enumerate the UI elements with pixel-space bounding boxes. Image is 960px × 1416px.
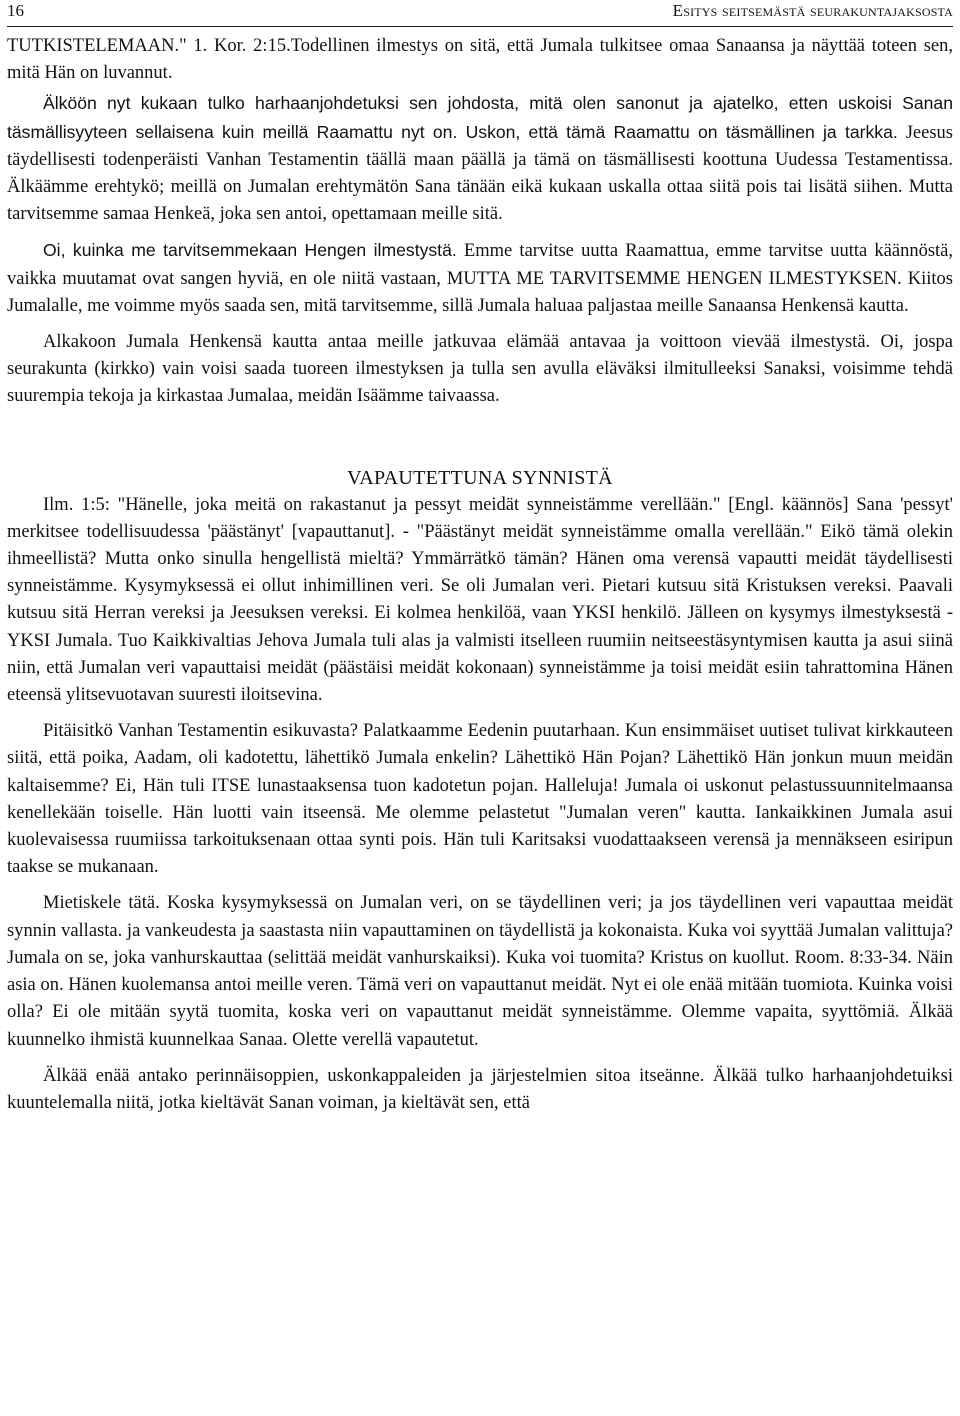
- page-number: 16: [7, 1, 24, 20]
- paragraph-meditate: Mietiskele tätä. Koska kysymyksessä on Jumalan veri, on se täydellinen veri; ja jos täydellinen veri vapauttaa meidät synnin vallasta. ja vankeudesta ja saastasta niin vapauttaminen on täydellistä ja kokonaista. Kuka voi syyttää Jumalan valittuja? Jumala on se, joka vanhurskauttaa (selittää meidät vanhurskaiksi). Kuka voi tuomita? Kristus on kuollut. Room. 8:33-34. Näin asia on. Hänen kuolemansa antoi meille veren. Tämä veri on vapauttanut meidät. Nyt ei ole enää mitään tuomiota. Kuinka voisi olla? Ei ole mitään syytä tuomita, koska veri on vapauttanut meidät synneistämme. Olemme vapaita, syyttömiä. Älkää kuunnelko ihmistä kuunnelkaa Sanaa. Olette verellä vapautetut.: [7, 893, 953, 1050]
- paragraph-scripture-quote: Ilm. 1:5: "Hänelle, joka meitä on rakastanut ja pessyt meidät synneistämme verellään." [Engl. käännös] Sana 'pessyt' merkitsee todellisuudessa 'päästänyt' [vapauttanut]. - "Päästänyt meidät synneistämme omalla verellään." Eikö tämä olekin ihmeellistä? Mutta onko sinulla hengellistä mieltä? Ymmärrätkö tämän? Hänen oma verensä vapautti meidät täydellisesti synneistämme. Kysymyksessä ei ollut inhimillinen veri. Se oli Jumalan veri. Pietari kutsuu sitä Kristuksen vereksi. Paavali kutsuu sitä Herran vereksi ja Jeesuksen vereksi. Ei kolmea henkilöä, vaan YKSI henkilö. Jälleen on kysymys ilmestyksestä - YKSI Jumala. Tuo Kaikkivaltias Jehova Jumala tuli alas ja valmisti itselleen ruumiin neitseestäsyntymisen kautta ja asui siinä niin, että Jumalan veri vapauttaisi meidät (päästäisi meidät kokonaan) synneistämme ja toisi meidät esiin tahrattomina Hänen eteensä ylitsevuotavan suuresti iloitsevina.: [7, 494, 953, 706]
- running-header: [7, 0, 953, 27]
- paragraph-serif-text: Jeesus täydellisesti todenperäisti Vanhan Testamentin täällä maan päällä ja tämä on täsmällisesti koottuna Uudessa Testamentissa. Älkäämme erehtykö; meillä on Jumalan erehtymätön Sana tänään eikä kukaan uskalla ottaa siitä pois tai lisätä siihen. Mutta tarvitsemme samaa Henkeä, joka sen antoi, opettamaan meille sitä.: [7, 122, 953, 225]
- paragraph-scripture-accuracy: [7, 90, 953, 228]
- paragraph-continuation: TUTKISTELEMAAN." 1. Kor. 2:15.Todellinen ilmestys on sitä, että Jumala tulkitsee omaa Sanaansa ja näyttää toteen sen, mitä Hän on luvannut.: [7, 36, 953, 84]
- chapter-heading: VAPAUTETTUNA SYNNISTÄ: [347, 466, 613, 489]
- paragraph-sans-text: Älköön nyt kukaan tulko harhaanjohdetuksi sen johdosta, mitä olen sanonut ja ajatelko, etten uskoisi Sanan täsmällisyyteen sellaisena kuin meillä Raamattu nyt on. Uskon, että tämä Raamattu on täsmällinen ja tarkka.: [7, 93, 953, 142]
- paragraph-traditions: Älkää enää antako perinnäisoppien, uskonkappaleiden ja järjestelmien sitoa itseänne. Älkää tulko harhaanjohdetuiksi kuuntelemalla niitä, jotka kieltävät Sanan voiman, ja kieltävät sen, että: [7, 1065, 953, 1113]
- paragraph-sans-text: Oi, kuinka me tarvitsemmekaan Hengen ilmestystä.: [43, 240, 457, 261]
- paragraph-serif-text: Emme tarvitse uutta Raamattua, emme tarvitse uutta käännöstä, vaikka muutamat ovat sangen hyviä, en ole niitä vastaan, MUTTA ME TARVITSEMME HENGEN ILMESTYKSEN. Kiitos Jumalalle, me voimme myös saada sen, mitä tarvitsemme, sillä Jumala haluaa paljastaa meille Sanaansa Henkensä kautta.: [7, 241, 953, 316]
- document-body: [7, 33, 953, 1117]
- paragraph-continuing-revelation: Alkakoon Jumala Henkensä kautta antaa meille jatkuvaa elämää antavaa ja voittoon vievää ilmestystä. Oi, jospa seurakunta (kirkko) vain voisi saada tuoreen ilmestyksen ja tulla sen avulla eläväksi ilmitulleeksi Sanaksi, voisimme tehdä suurempia tekoja ja kirkastaa Jumalaa, meidän Isäämme taivaassa.: [7, 332, 953, 407]
- document-page: [7, 0, 953, 1416]
- paragraph-revelation-need: [7, 237, 953, 320]
- running-header-title: Esitys seitsemästä seurakuntajaksosta: [672, 1, 953, 20]
- paragraph-old-testament-type: Pitäisitkö Vanhan Testamentin esikuvasta? Palatkaamme Eedenin puutarhaan. Kun ensimmäiset uutiset tulivat kirkkauteen siitä, että poika, Aadam, oli kadotettu, lähettikö Jumala enkelin? Lähettikö Hän Pojan? Lähettikö Hän jonkun muun meidän kaltaisemme? Ei, Hän tuli ITSE lunastaaksensa tuon kadotetun pojan. Halleluja! Jumala oi uskonut pelastussuunnitelmaansa kenellekään toiselle. Hän luotti vain itseensä. Me olemme pelastetut "Jumalan veren" kautta. Iankaikkinen Jumala asui kuolevaisessa ruumiissa tarkoituksenaan ottaa synti pois. Hän tuli Karitsaksi vuodattaakseen verensä ja mennäkseen esiripun taakse se mukanaan.: [7, 721, 953, 878]
